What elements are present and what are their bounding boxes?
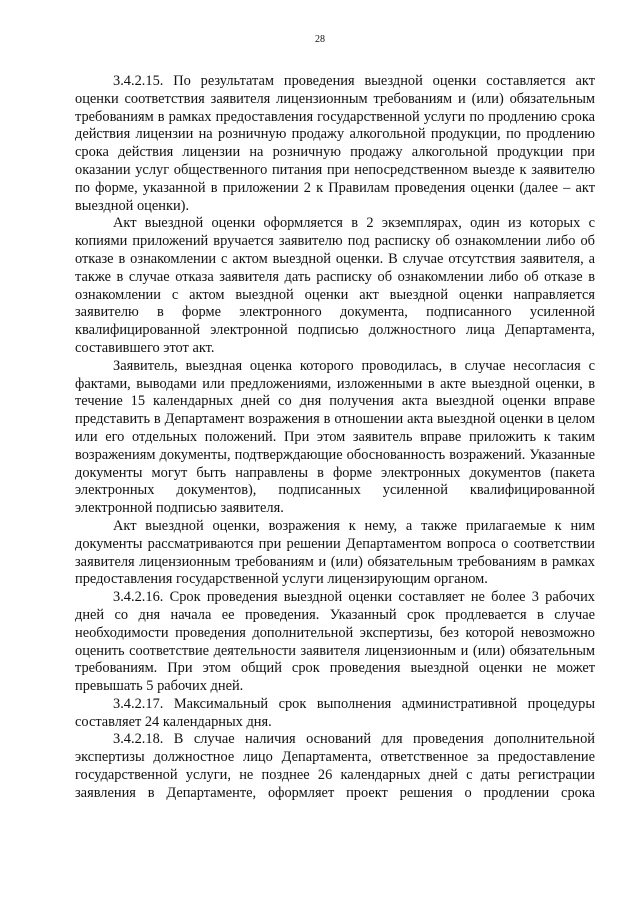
paragraph-3-4-2-15: 3.4.2.15. По результатам проведения выездной оценки составляется акт оценки соответствия заявителя лицензионным требованиям и (или) обязательным требованиям в рамках предоставления государственной услуги по продлению срока действия лицензии на розничную продажу алкогольной продукции, по продлению срока действия лицензии на розничную продажу алкогольной продукции при оказании услуг общественного питания при непосредственном выезде к заявителю по форме, указанной в приложении 2 к Правилам проведения оценки (далее – акт выездной оценки). <box>75 73 595 214</box>
paragraph-act-copies: Акт выездной оценки оформляется в 2 экземплярах, один из которых с копиями приложений вручается заявителю под расписку об ознакомлении либо об отказе в ознакомлении с актом выездной оценки. В случае отсутствия заявителя, а также в случае отказа заявителя дать расписку об ознакомлении либо об отказе в ознакомлении с актом выездной оценки акт выездной оценки направляется заявителю в форме электронного документа, подписанного усиленной квалифицированной электронной подписью должностного лица Департамента, составившего этот акт. <box>75 215 595 356</box>
document-body <box>75 73 595 803</box>
paragraph-act-review: Акт выездной оценки, возражения к нему, а также прилагаемые к ним документы рассматриваются при решении Департаментом вопроса о соответствии заявителя лицензионным требованиям и (или) обязательным требованиям в рамках предоставления государственной услуги лицензирующим органом. <box>75 517 595 588</box>
paragraph-3-4-2-18: 3.4.2.18. В случае наличия оснований для проведения дополнительной экспертизы должностное лицо Департамента, ответственное за предоставление государственной услуги, не позднее 26 календарных дней с даты регистрации заявления в Департаменте, оформляет проект решения о продлении срока <box>75 731 595 801</box>
paragraph-3-4-2-17: 3.4.2.17. Максимальный срок выполнения административной процедуры составляет 24 календарных дня. <box>75 695 595 730</box>
paragraph-3-4-2-16: 3.4.2.16. Срок проведения выездной оценки составляет не более 3 рабочих дней со дня начала ее проведения. Указанный срок продлевается в случае необходимости проведения дополнительной экспертизы, без которой невозможно оценить соответствие деятельности заявителя лицензионным и (или) обязательным требованиям. При этом общий срок проведения выездной оценки не может превышать 5 рабочих дней. <box>75 589 595 695</box>
paragraph-objections: Заявитель, выездная оценка которого проводилась, в случае несогласия с фактами, выводами или предложениями, изложенными в акте выездной оценки, в течение 15 календарных дней со дня получения акта выездной оценки вправе представить в Департамент возражения в отношении акта выездной оценки в целом или его отдельных положений. При этом заявитель вправе приложить к таким возражениям документы, подтверждающие обоснованность возражений. Указанные документы могут быть направлены в форме электронных документов (пакета электронных документов), подписанных усиленной квалифицированной электронной подписью заявителя. <box>75 357 595 517</box>
page-number: 28 <box>315 34 325 45</box>
